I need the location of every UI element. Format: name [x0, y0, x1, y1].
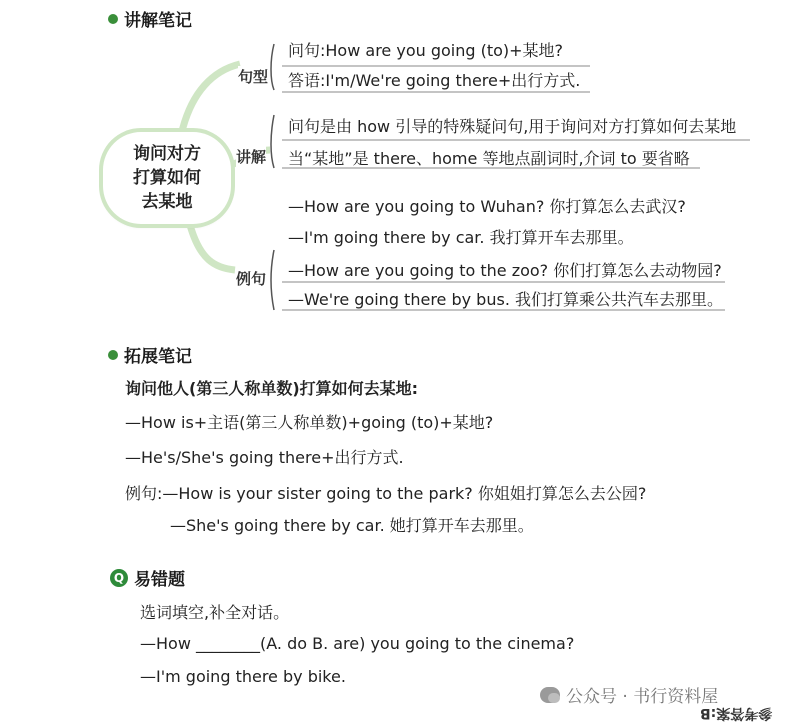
answer-strip: 参考答案:B [700, 705, 773, 721]
mistake-instruction: 选词填空,补全对话。 [140, 603, 290, 622]
section-title-text: 拓展笔记 [124, 347, 192, 367]
example-line-3: —How are you going to the zoo? 你们打算怎么去动物园? [288, 261, 722, 280]
mistake-question: —How ________(A. do B. are) you going to the cinema? [140, 634, 575, 653]
section-title-text: 易错题 [134, 570, 185, 590]
center-line-1: 询问对方 [133, 144, 201, 164]
extension-line-3: —He's/She's going there+出行方式. [125, 448, 404, 467]
pattern-answer: 答语:I'm/We're going there+出行方式. [288, 71, 581, 90]
example-line-2: —I'm going there by car. 我打算开车去那里。 [288, 228, 634, 247]
watermark [540, 682, 718, 707]
branch-label-example: 例句 [236, 270, 267, 288]
extension-line-4: 例句:—How is your sister going to the park? 你姐姐打算怎么去公园? [125, 484, 647, 503]
section-title-mistakes [110, 565, 185, 590]
mistake-answer: —I'm going there by bike. [140, 667, 346, 686]
branch-label-pattern: 句型 [238, 68, 269, 86]
branch-label-explain: 讲解 [236, 148, 267, 166]
extension-line-1: 询问他人(第三人称单数)打算如何去某地: [125, 379, 419, 398]
extension-line-2: —How is+主语(第三人称单数)+going (to)+某地? [125, 413, 494, 432]
extension-line-5: —She's going there by car. 她打算开车去那里。 [170, 516, 534, 535]
explain-line-2: 当“某地”是 there、home 等地点副词时,介词 to 要省略 [288, 149, 690, 168]
pattern-question: 问句:How are you going (to)+某地? [288, 41, 564, 60]
watermark-text: 公众号 · 书行资料屋 [566, 687, 719, 707]
explain-line-1: 问句是由 how 引导的特殊疑问句,用于询问对方打算如何去某地 [288, 117, 737, 136]
question-q-icon: Q [110, 569, 128, 587]
wechat-icon [540, 687, 560, 703]
example-line-1: —How are you going to Wuhan? 你打算怎么去武汉? [288, 197, 686, 216]
example-line-4: —We're going there by bus. 我们打算乘公共汽车去那里。 [288, 290, 723, 309]
section-title-extension [108, 342, 192, 367]
bullet-dot-icon [108, 350, 118, 360]
mindmap-center-node [103, 132, 231, 224]
center-line-3: 去某地 [141, 192, 193, 212]
center-line-2: 打算如何 [133, 168, 201, 188]
section-title-text: 讲解笔记 [124, 11, 192, 31]
